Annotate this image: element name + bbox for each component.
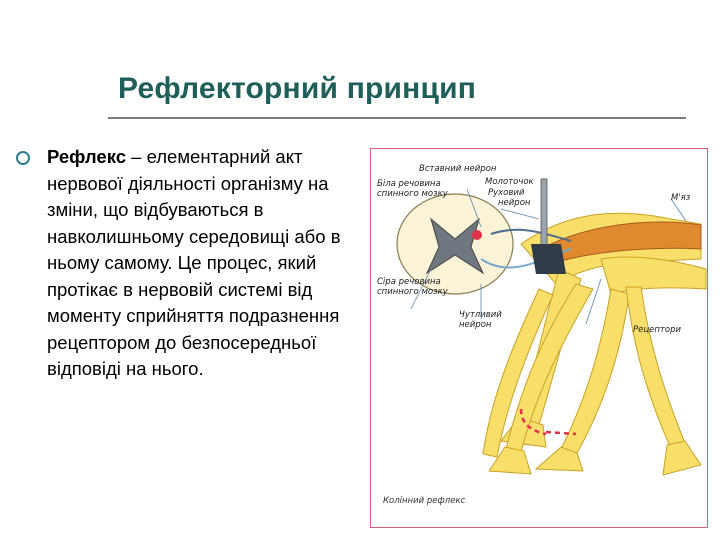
title-divider <box>108 117 686 119</box>
knee-reflex-figure <box>370 148 708 528</box>
label-sensory-line1: Чутливий <box>459 310 502 320</box>
label-sensory-line2: нейрон <box>459 320 492 330</box>
slide-title: Рефлекторний принцип <box>118 72 477 105</box>
label-white-matter-line2: спинного мозку <box>377 189 448 199</box>
label-interneuron: Вставний нейрон <box>419 164 497 174</box>
bullet-icon <box>16 151 30 165</box>
figure-caption: Колінний рефлекс <box>383 496 466 506</box>
label-gray-matter-line1: Сіра речовина <box>377 277 441 287</box>
label-hammer: Молоточок <box>485 177 534 187</box>
label-muscle: М'яз <box>671 193 691 203</box>
label-motor-line1: Руховий <box>488 188 525 198</box>
label-gray-matter-line2: спинного мозку <box>377 287 448 297</box>
knee-reflex-illustration <box>371 149 707 527</box>
foot-4 <box>663 441 701 475</box>
label-receptor: Рецептори <box>633 325 681 335</box>
term-reflex: Рефлекс <box>47 146 126 167</box>
label-white-matter-line1: Біла речовина <box>377 179 441 189</box>
shin-4 <box>626 287 685 449</box>
label-motor-line2: нейрон <box>498 198 531 208</box>
definition-paragraph <box>47 144 372 383</box>
definition-text: – елементарний акт нервової діяльності організму на зміни, що відбуваються в навколишньому середовищі або в ньому самому. Це процес, який протікає в нервовій системі від моменту сприйняття подразнення рецептором до безпосередньої відповіді на нього. <box>47 146 341 379</box>
thigh-2 <box>601 257 706 294</box>
